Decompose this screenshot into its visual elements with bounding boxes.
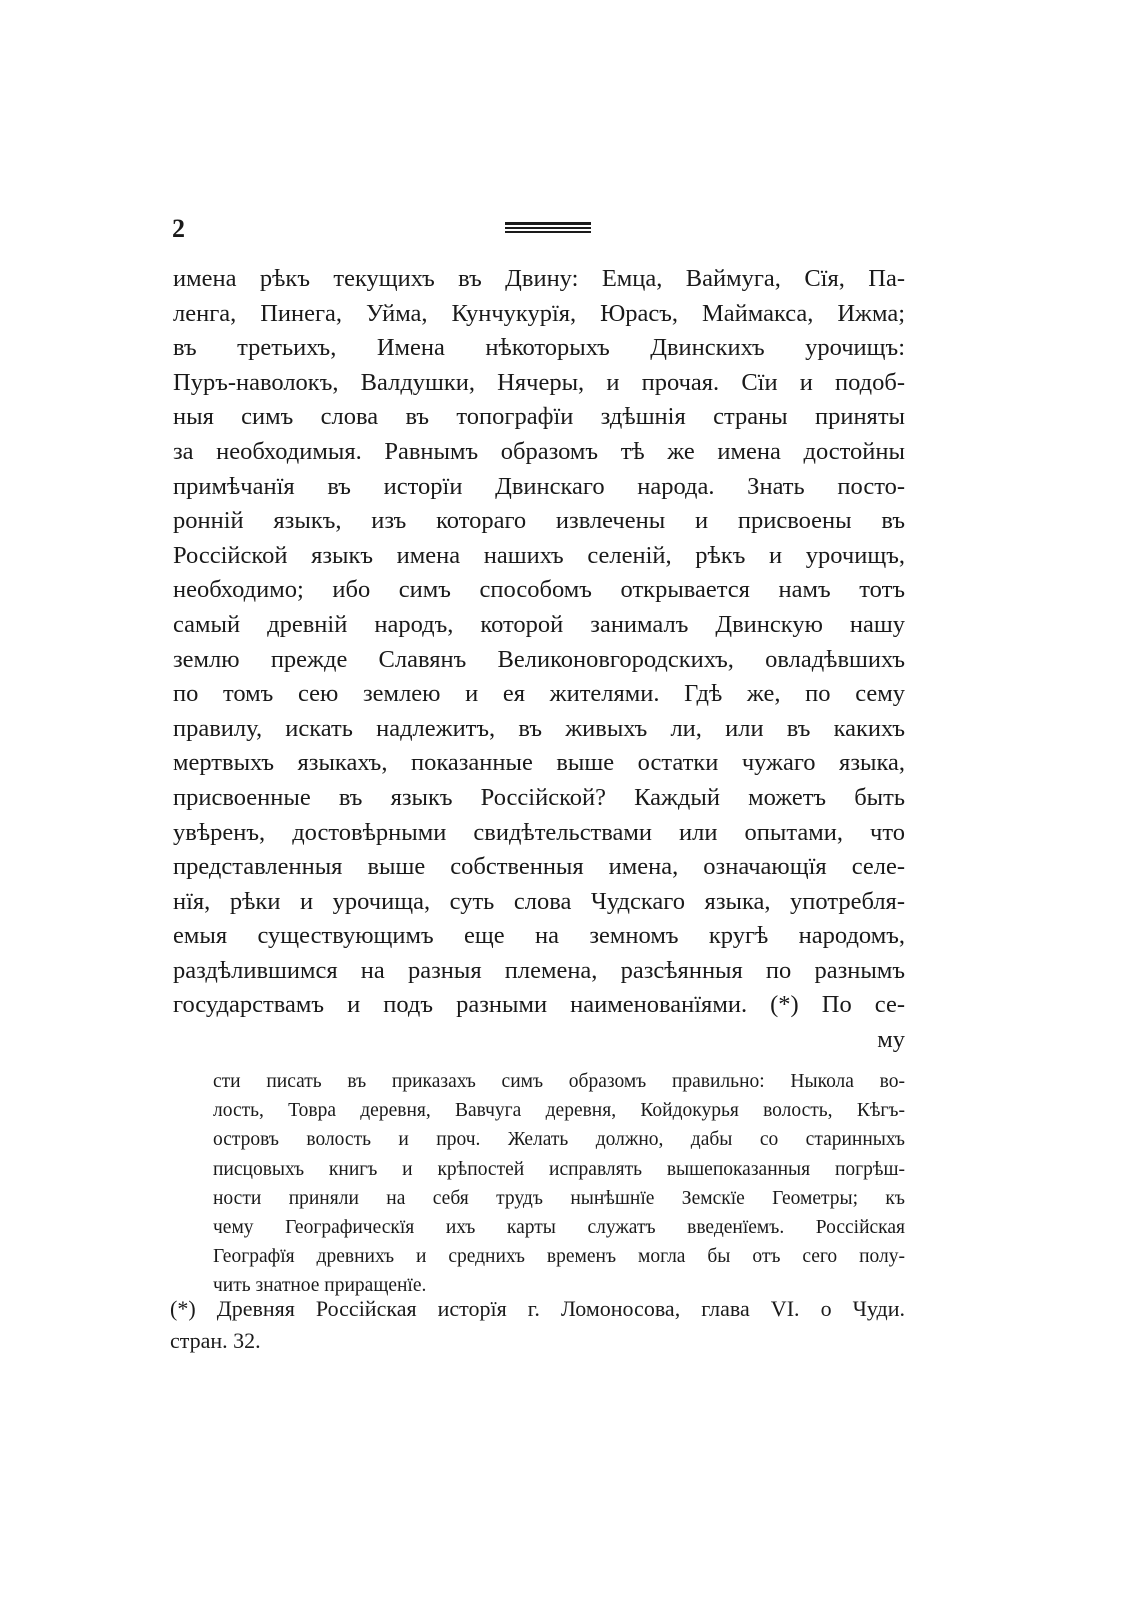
text-line: по томъ сею землею и ея жителями. Гдѣ же, по сему — [173, 680, 905, 708]
text-line: емыя существующимъ еще на земномъ кругѣ народомъ, — [173, 922, 905, 950]
continued-note-block — [213, 1067, 905, 1301]
text-line: ленга, Пинега, Уйма, Кунчукурїя, Юрасъ, Маймакса, Ижма; — [173, 299, 905, 327]
text-line: примѣчанїя въ исторїи Двинскаго народа. Знать посто- — [173, 472, 905, 500]
note-line: островъ волость и проч. Желать должно, дабы со старинныхъ — [213, 1129, 905, 1151]
footnote-line: (*) Древняя Россійская исторїя г. Ломоносова, глава VI. о Чуди. — [170, 1296, 905, 1321]
note-line: сти писать въ приказахъ симъ образомъ правильно: Ныкола во- — [213, 1071, 905, 1092]
note-line: ности приняли на себя трудъ нынѣшнїе Земскїе Геометры; къ — [213, 1187, 905, 1209]
text-line: присвоенные въ языкъ Россійской? Каждый можетъ быть — [173, 783, 905, 811]
note-line: чить знатное приращенїе. — [213, 1275, 427, 1297]
page-number: 2 — [172, 214, 185, 243]
text-line: ронній языкъ, изъ котораго извлечены и присвоены въ — [173, 507, 905, 535]
text-line: нїя, рѣки и урочища, суть слова Чудскаго языка, употребля- — [173, 887, 905, 915]
ornament-bar — [505, 231, 591, 233]
text-line: имена рѣкъ текущихъ въ Двину: Емца, Ваймуга, Сїя, Па- — [173, 265, 905, 292]
note-line: чему Географическїя ихъ карты служатъ введенїемъ. Россійская — [213, 1216, 905, 1238]
text-line: землю прежде Славянъ Великоновгородскихъ, овладѣвшихъ — [173, 645, 905, 673]
header-ornament-rule — [505, 222, 591, 233]
text-line: раздѣлившимся на разныя племена, разсѣянныя по разнымъ — [173, 956, 905, 984]
text-line: Пуръ-наволокъ, Валдушки, Нячеры, и прочая. Сїи и подоб- — [173, 368, 905, 396]
text-line: государствамъ и подъ разными наименованїями. (*) По се- — [173, 991, 905, 1019]
text-line: увѣренъ, достовѣрными свидѣтельствами или опытами, что — [173, 818, 905, 846]
catchword-line: му — [877, 1026, 905, 1054]
text-line: правилу, искать надлежитъ, въ живыхъ ли, или въ какихъ — [173, 714, 905, 742]
text-line: необходимо; ибо симъ способомъ открывается намъ тотъ — [173, 576, 905, 604]
text-line: въ третьихъ, Имена нѣкоторыхъ Двинскихъ урочищъ: — [173, 334, 905, 362]
ornament-bar — [505, 227, 591, 229]
footnote-line: стран. 32. — [170, 1328, 261, 1353]
note-line: Географїя древнихъ и среднихъ временъ могла бы отъ сего полу- — [213, 1246, 905, 1268]
text-line: мертвыхъ языкахъ, показанные выше остатки чужаго языка, — [173, 749, 905, 777]
text-line: за необходимыя. Равнымъ образомъ тѣ же имена достойны — [173, 437, 905, 465]
text-line: самый древній народъ, которой занималъ Двинскую нашу — [173, 610, 905, 638]
note-line: лость, Товра деревня, Вавчуга деревня, Койдокурья волость, Кѣгъ- — [213, 1100, 905, 1122]
text-line: представленныя выше собственныя имена, означающїя селе- — [173, 853, 905, 881]
note-line: писцовыхъ книгъ и крѣпостей исправлять вышепоказанныя погрѣш- — [213, 1158, 905, 1180]
footnote-block — [170, 1293, 905, 1357]
text-line: Россійской языкъ имена нашихъ селеній, рѣкъ и урочищъ, — [173, 541, 905, 569]
ornament-bar — [505, 222, 591, 225]
text-line: ныя симъ слова въ топографїи здѣшнія страны приняты — [173, 403, 905, 431]
main-text-block — [173, 262, 905, 1058]
